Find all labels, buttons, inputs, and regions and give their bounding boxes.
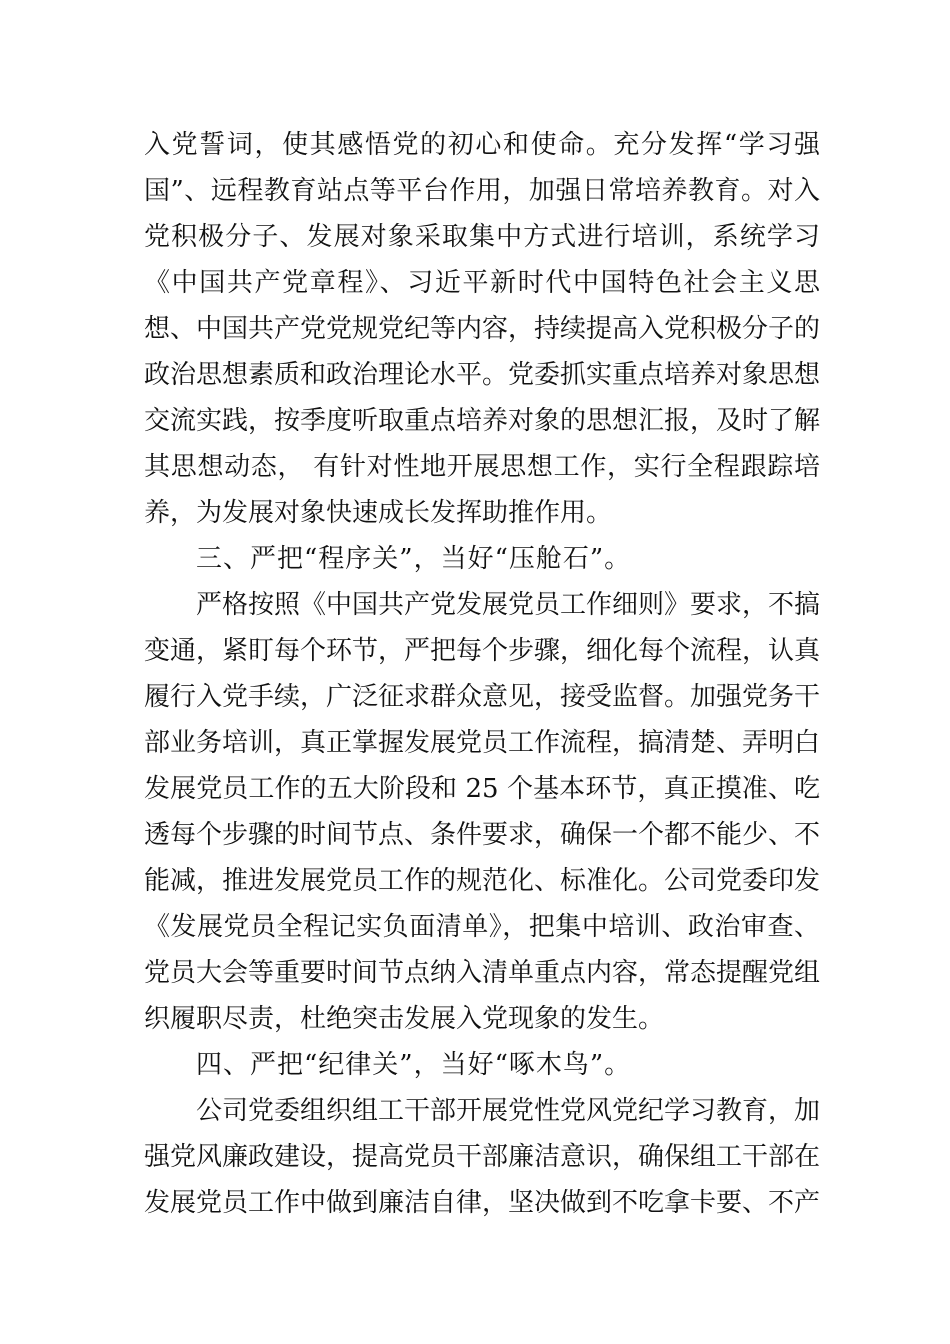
section-heading-3: 三、严把“程序关”，当好“压舱石”。 — [196, 544, 632, 574]
paragraph-continued: 入党誓词，使其感悟党的初心和使命。充分发挥“学习强国”、远程教育站点等平台作用，加强日常培养教育。对入党积极分子、发展对象采取集中方式进行培训，系统学习《中国共产党章程》、习近平新时代中国特色社会主义思想、中国共产党党规党纪等内容，持续提高入党积极分子的政治思想素质和政治理论水平。党委抓实重点培养对象思想交流实践，按季度听取重点培养对象的思想汇报，及时了解其思想动态， 有针对性地开展思想工作，实行全程跟踪培养，为发展对象快速成长发挥助推作用。 — [144, 130, 821, 528]
paragraph-section-3: 严格按照《中国共产党发展党员工作细则》要求，不搞变通，紧盯每个环节，严把每个步骤，细化每个流程，认真履行入党手续，广泛征求群众意见，接受监督。加强党务干部业务培训，真正掌握发展党员工作流程，搞清楚、弄明白发展党员工作的五大阶段和 25 个基本环节，真正摸准、吃透每个步骤的时间节点、条件要求，确保一个都不能少、不能减，推进发展党员工作的规范化、标准化。公司党委印发《发展党员全程记实负面清单》，把集中培训、政治审查、党员大会等重要时间节点纳入清单重点内容，常态提醒党组织履职尽责，杜绝突击发展入党现象的发生。 — [144, 590, 821, 1034]
paragraph-section-4: 公司党委组织组工干部开展党性党风党纪学习教育，加强党风廉政建设，提高党员干部廉洁意识，确保组工干部在发展党员工作中做到廉洁自律，坚决做到不吃拿卡要、不产 — [144, 1096, 821, 1218]
document-body — [144, 122, 820, 1226]
section-heading-4: 四、严把“纪律关”，当好“啄木鸟”。 — [196, 1050, 632, 1080]
